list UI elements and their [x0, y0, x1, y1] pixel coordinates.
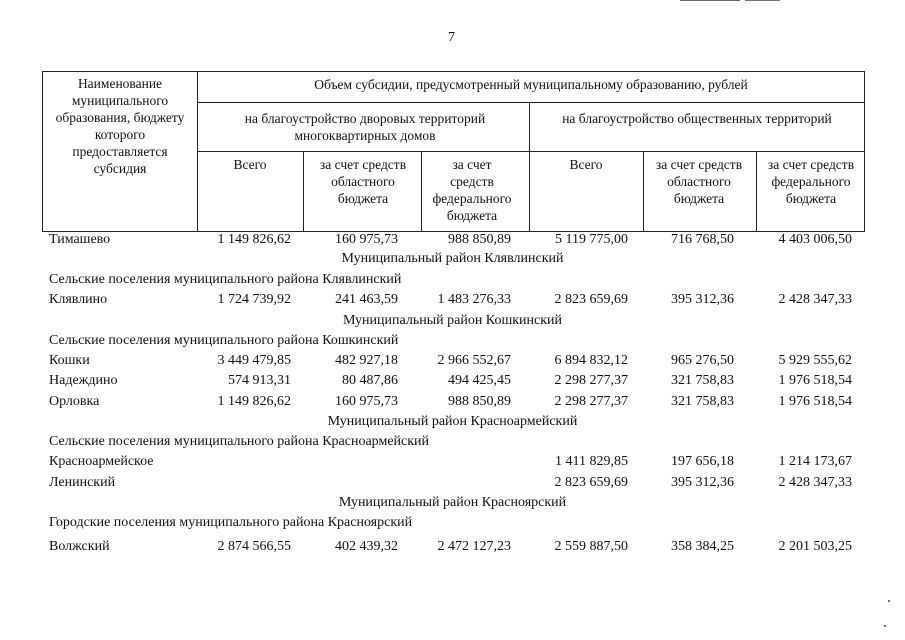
value-regional-courtyard: 80 487,86: [342, 373, 398, 388]
value-federal-public: 2 428 347,33: [778, 475, 852, 490]
value-regional-public: 321 758,83: [671, 373, 734, 388]
header-public-group: на благоустройство общественных территорий: [562, 111, 832, 126]
district-heading: Муниципальный район Красноярский: [338, 495, 567, 510]
column-rule: [756, 151, 757, 232]
district-heading: Муниципальный район Кошкинский: [342, 313, 563, 328]
column-rule: [529, 102, 530, 232]
scan-speck: [888, 600, 890, 602]
value-federal-public: 1 214 173,67: [778, 454, 852, 469]
municipality-name: Орловка: [49, 394, 100, 409]
header-subsidy-volume: Объем субсидии, предусмотренный муниципальному образованию, рублей: [314, 77, 748, 92]
municipality-name: Кошки: [49, 353, 90, 368]
value-federal-courtyard: 1 483 276,33: [437, 292, 511, 307]
header-regional: за счет средств областного бюджета: [319, 157, 407, 206]
column-rule: [303, 151, 304, 232]
value-federal-public: 2 428 347,33: [778, 292, 852, 307]
value-regional-public: 716 768,50: [671, 232, 734, 247]
value-total-courtyard: 1 149 826,62: [217, 394, 291, 409]
value-federal-public: 5 929 555,62: [778, 353, 852, 368]
value-regional-public: 197 656,18: [671, 454, 734, 469]
value-regional-courtyard: 241 463,59: [335, 292, 398, 307]
municipality-name: Тимашево: [49, 232, 111, 247]
municipality-name: Надеждино: [49, 373, 118, 388]
table-top-border: [42, 71, 864, 72]
header-federal: за счет средств федерального бюджета: [432, 157, 512, 223]
value-regional-public: 321 758,83: [671, 394, 734, 409]
value-total-public: 2 298 277,37: [554, 394, 628, 409]
value-federal-courtyard: 988 850,89: [448, 394, 511, 409]
settlement-group-heading: Сельские поселения муниципального района Клявлинский: [49, 272, 402, 287]
value-federal-public: 1 976 518,54: [778, 394, 852, 409]
header-courtyard-group: на благоустройство дворовых территорий многоквартирных домов: [244, 111, 486, 143]
header-municipality-name: Наименование муниципального образования, бюджету которого предоставляется субсидия: [55, 76, 185, 176]
value-regional-public: 358 384,25: [671, 539, 734, 554]
value-total-public: 5 119 775,00: [555, 232, 628, 247]
page-number: 7: [448, 30, 455, 45]
settlement-group-heading: Сельские поселения муниципального района Красноармейский: [49, 434, 430, 449]
value-federal-public: 2 201 503,25: [778, 539, 852, 554]
value-total-public: 2 823 659,69: [554, 475, 628, 490]
value-regional-courtyard: 160 975,73: [335, 394, 398, 409]
value-federal-courtyard: 2 966 552,67: [437, 353, 511, 368]
value-regional-courtyard: 482 927,18: [335, 353, 398, 368]
header-total-2: Всего: [569, 157, 603, 172]
settlement-group-heading: Сельские поселения муниципального района Кошкинский: [49, 333, 399, 348]
header-total: Всего: [233, 157, 267, 172]
value-total-courtyard: 1 149 826,62: [217, 232, 291, 247]
header-regional-2: за счет средств областного бюджета: [655, 157, 743, 206]
value-total-courtyard: 1 724 739,92: [217, 292, 291, 307]
value-federal-courtyard: 988 850,89: [448, 232, 511, 247]
header-federal-2: за счет средств федерального бюджета: [767, 157, 855, 206]
table-right-border: [864, 71, 865, 232]
district-heading: Муниципальный район Красноармейский: [327, 414, 578, 429]
value-total-public: 2 823 659,69: [554, 292, 628, 307]
value-regional-courtyard: 402 439,32: [335, 539, 398, 554]
district-heading: Муниципальный район Клявлинский: [341, 251, 564, 266]
value-federal-courtyard: 494 425,45: [448, 373, 511, 388]
value-regional-public: 395 312,36: [671, 292, 734, 307]
municipality-name: Клявлино: [49, 292, 108, 307]
settlement-group-heading: Городские поселения муниципального района Красноярский: [49, 515, 413, 530]
column-rule: [197, 71, 198, 232]
table-left-border: [42, 71, 43, 232]
value-federal-courtyard: 2 472 127,23: [437, 539, 511, 554]
column-rule: [643, 151, 644, 232]
value-regional-public: 965 276,50: [671, 353, 734, 368]
value-total-public: 2 298 277,37: [554, 373, 628, 388]
value-federal-public: 4 403 006,50: [778, 232, 852, 247]
value-regional-courtyard: 160 975,73: [335, 232, 398, 247]
municipality-name: Волжский: [49, 539, 110, 554]
value-total-public: 6 894 832,12: [554, 353, 628, 368]
header-rule: [197, 102, 864, 103]
value-total-courtyard: 2 874 566,55: [217, 539, 291, 554]
top-rule-mark: [680, 0, 740, 1]
value-total-courtyard: 3 449 479,85: [217, 353, 291, 368]
column-rule: [421, 151, 422, 232]
municipality-name: Ленинский: [49, 475, 116, 490]
header-rule: [197, 151, 864, 152]
scan-speck: [884, 625, 886, 627]
top-rule-mark: [745, 0, 780, 1]
value-total-public: 2 559 887,50: [554, 539, 628, 554]
value-regional-public: 395 312,36: [671, 475, 734, 490]
value-total-courtyard: 574 913,31: [228, 373, 291, 388]
value-total-public: 1 411 829,85: [555, 454, 628, 469]
value-federal-public: 1 976 518,54: [778, 373, 852, 388]
municipality-name: Красноармейское: [49, 454, 154, 469]
